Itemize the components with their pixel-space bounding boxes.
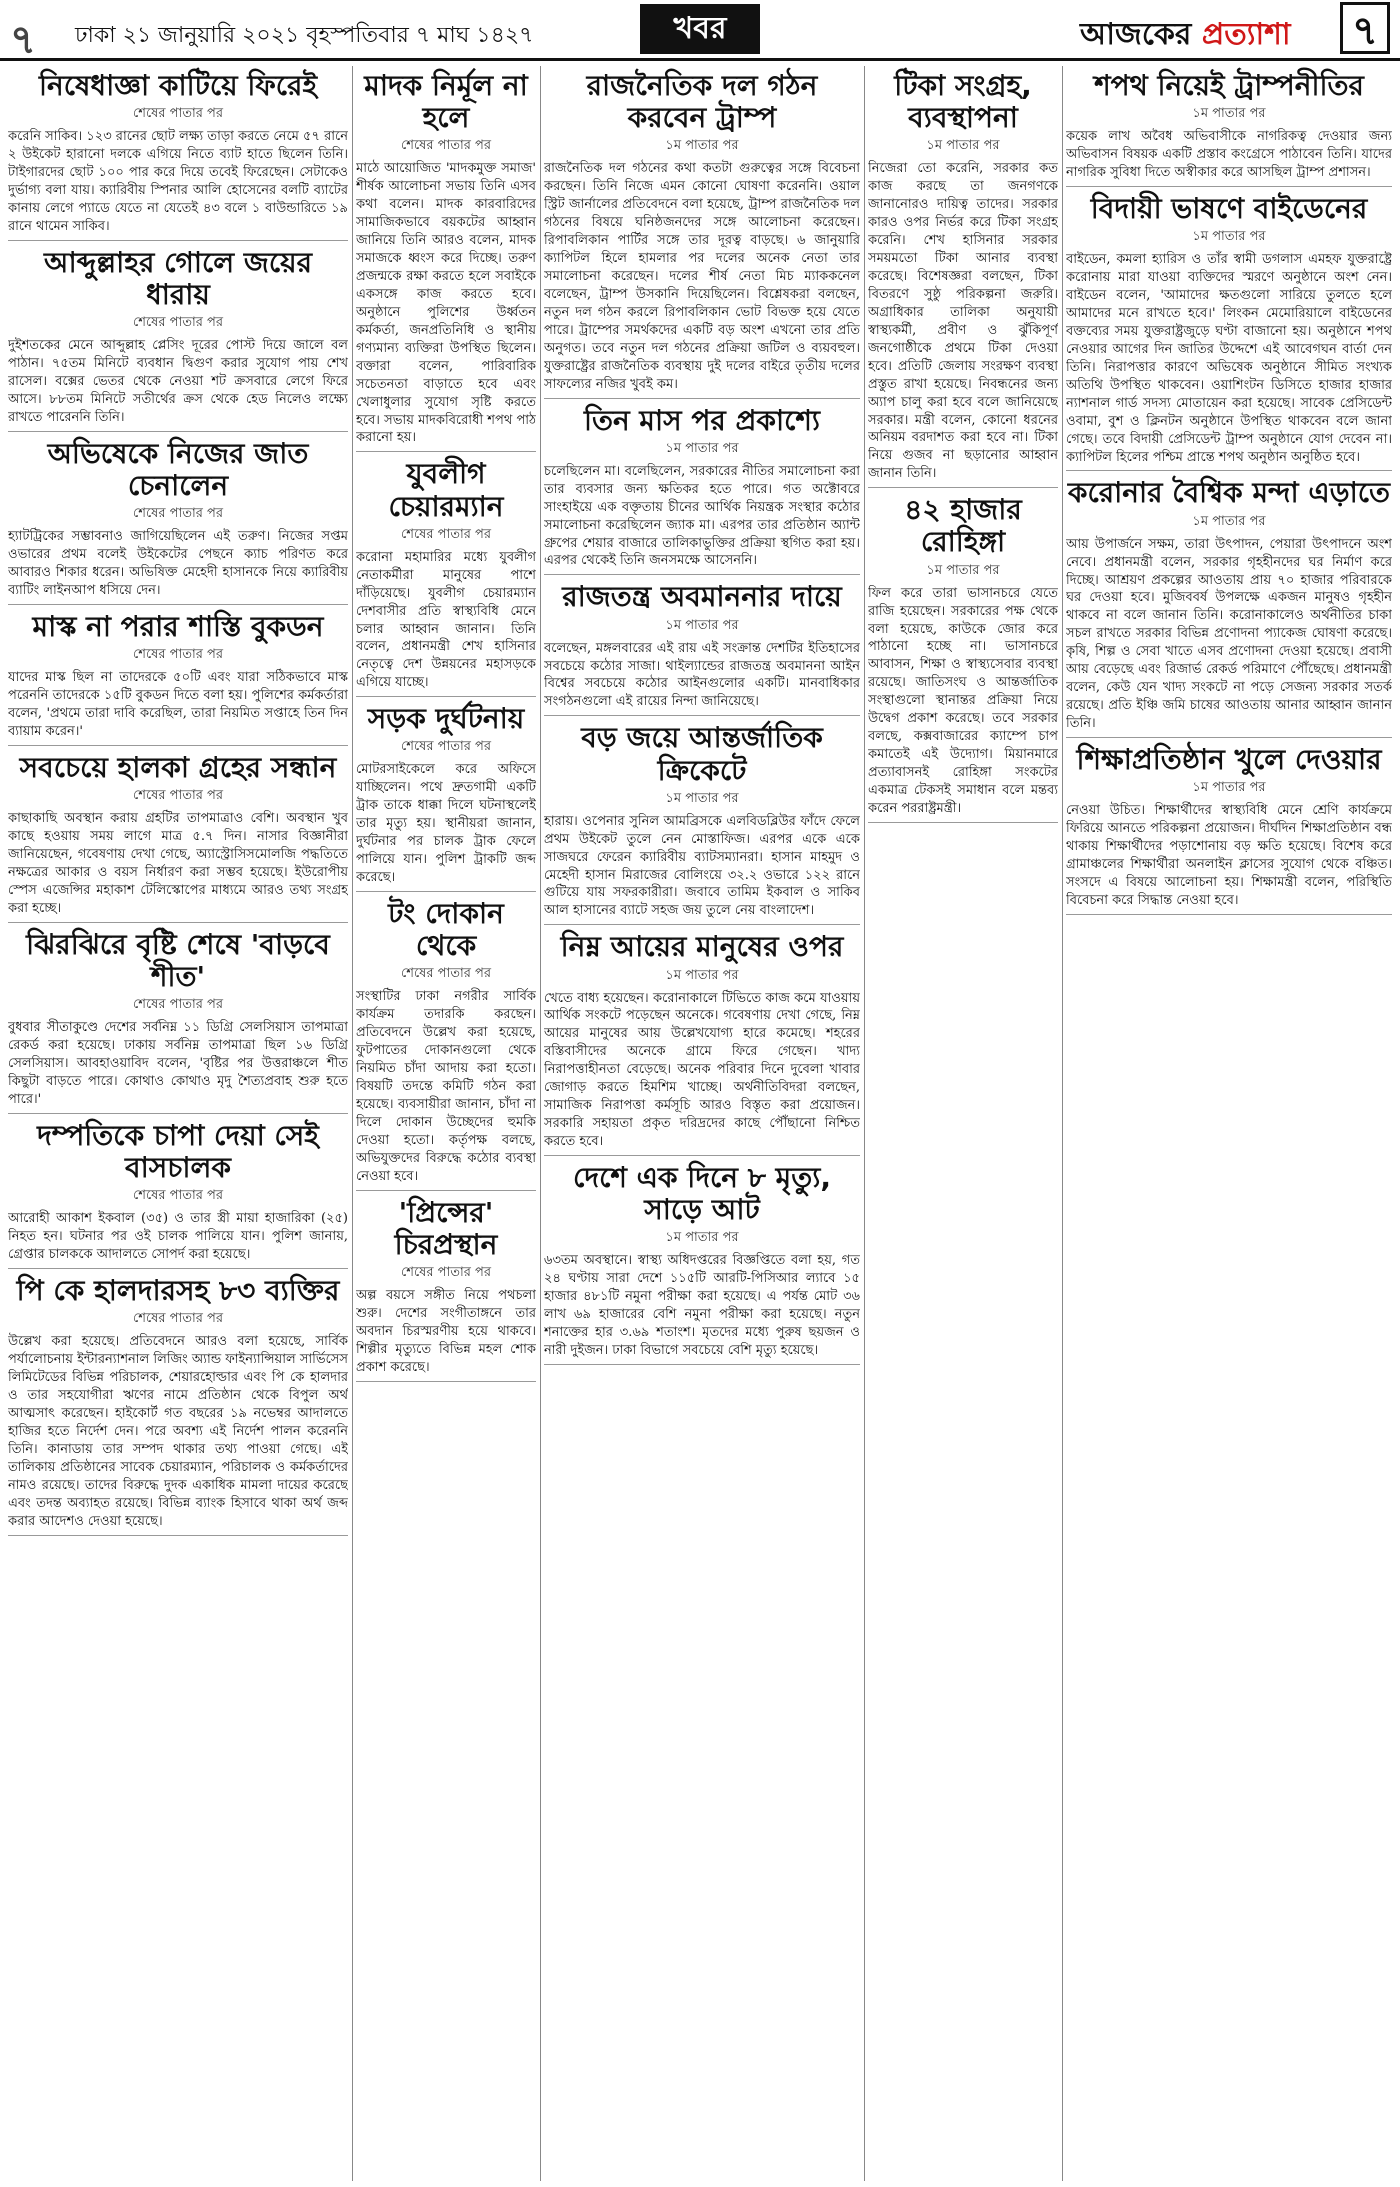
- article-headline: শপথ নিয়েই ট্রাম্পনীতির: [1094, 69, 1364, 102]
- continuation-note: শেষের পাতার পর: [400, 526, 492, 542]
- article: [356, 70, 536, 452]
- article-headline: নিম্ন আয়ের মানুষের ওপর: [560, 930, 844, 964]
- article-headline: মাস্ক না পরার শাস্তি বুকডন: [32, 610, 324, 643]
- column-1: [8, 66, 348, 2181]
- continuation-note: ১ম পাতার পর: [665, 617, 739, 633]
- article-headline: বড় জয়ে আন্তর্জাতিক ক্রিকেটে: [581, 721, 823, 787]
- article: [8, 1275, 348, 1536]
- article-headline: ৪২ হাজার রোহিঙ্গা: [904, 493, 1022, 559]
- article-headline: সড়ক দুর্ঘটনায়: [367, 702, 525, 736]
- article-body: হ্যাটট্রিকের সম্ভাবনাও জাগিয়েছিলেন এই তরুণ। নিজের সপ্তম ওভারের প্রথম বলেই উইকেটের পেছনে ক্যাচ পরিণত করে আবারও শিকার ধরেন। অভিষিক্ত মেহেদী হাসানকে নিয়ে ক্যারিবীয় ব্যাটিং লাইনআপ ধসিয়ে দেন।: [8, 529, 348, 599]
- column-5: [1066, 66, 1392, 2181]
- continuation-note: শেষের পাতার পর: [132, 315, 224, 331]
- page-number-left: ৭: [10, 17, 37, 63]
- article-headline: 'প্রিন্সের' চিরপ্রস্থান: [394, 1195, 498, 1261]
- continuation-note: শেষের পাতার পর: [400, 1265, 492, 1281]
- article-body: যাদের মাস্ক ছিল না তাদেরকে ৫০টি এবং যারা সঠিকভাবে মাস্ক পরেননি তাদেরকে ১৫টি বুকডন দিতে বলা হয়। পুলিশের কর্মকর্তারা বলেন, 'প্রথমে তারা দাবি করেছিল, তারা নিয়মিত সপ্তাহে তিন দিন ব্যায়াম করেন।': [8, 670, 348, 739]
- article-body: নেওয়া উচিত। শিক্ষার্থীদের স্বাস্থ্যবিধি মেনে শ্রেণি কার্যক্রমে ফিরিয়ে আনতে পরিকল্পনা প্রয়োজন। দীর্ঘদিন শিক্ষাপ্রতিষ্ঠান বন্ধ থাকায় শিক্ষার্থীদের পড়াশোনায় বড় ক্ষতি হয়েছে। বিশেষ করে গ্রামাঞ্চলের শিক্ষার্থীরা অনলাইন ক্লাসের সুযোগ থেকে বঞ্চিত। সংসদে এ বিষয়ে আলোচনা হয়। শিক্ষামন্ত্রী বলেন, পরিস্থিতি বিবেচনা করে সিদ্ধান্ত নেওয়া হবে।: [1066, 803, 1392, 908]
- article-headline: অভিষেকে নিজের জাত চেনালেন: [47, 436, 309, 503]
- continuation-note: শেষের পাতার পর: [132, 997, 224, 1013]
- article-body: সংস্থাটির ঢাকা নগরীর সার্বিক কার্যক্রম তদারকি করছেন। প্রতিবেদনে উল্লেখ করা হয়েছে, ফুটপাতের দোকানগুলো থেকে নিয়মিত চাঁদা আদায় করা হতো। বিষয়টি তদন্তে কমিটি গঠন করা হয়েছে। ব্যবসায়ীরা জানান, চাঁদা না দিলে দোকান উচ্ছেদের হুমকি দেওয়া হতো। কর্তৃপক্ষ বলছে, অভিযুক্তদের বিরুদ্ধে কঠোর ব্যবস্থা নেওয়া হবে।: [356, 989, 536, 1184]
- article-headline: দেশে এক দিনে ৮ মৃত্যু, সাড়ে আট: [573, 1160, 831, 1227]
- article-headline: বিদায়ী ভাষণে বাইডেনের: [1090, 192, 1368, 225]
- article-body: হারায়। ওপেনার সুনিল আমব্রিসকে এলবিডব্লিউর ফাঁদে ফেলে প্রথম উইকেট তুলে নেন মোস্তাফিজ। এরপর একে একে সাজঘরে ফেরেন ক্যারিবীয় ব্যাটসম্যানরা। হাসান মাহমুদ ও মেহেদী হাসান মিরাজের বোলিংয়ে ৩২.২ ওভারে ১২২ রানে গুটিয়ে যায় সফরকারীরা। জবাবে তামিম ইকবাল ও সাকিব আল হাসানের ব্যাটে সহজ জয় তুলে নেয় বাংলাদেশ।: [544, 813, 860, 919]
- page-number-right: ৭: [1340, 2, 1390, 54]
- article: [8, 247, 348, 432]
- article: [1066, 744, 1392, 915]
- article: [8, 752, 348, 923]
- continuation-note: ১ম পাতার পর: [926, 138, 1000, 154]
- article: [8, 929, 348, 1114]
- article: [8, 611, 348, 746]
- article-body: খেতে বাধ্য হয়েছেন। করোনাকালে টিভিতে কাজ কমে যাওয়ায় আর্থিক সংকটে পড়েছেন অনেকে। গবেষণায় দেখা গেছে, নিম্ন আয়ের মানুষের আয় উল্লেখযোগ্য হারে কমেছে। শহরের বস্তিবাসীদের অনেকে গ্রামে ফিরে গেছেন। খাদ্য নিরাপত্তাহীনতা বেড়েছে। অনেক পরিবার দিনে দুবেলা খাবার জোগাড় করতে হিমশিম খাচ্ছে। অর্থনীতিবিদরা বলছেন, সামাজিক নিরাপত্তা কর্মসূচি আরও বিস্তৃত করা প্রয়োজন। সরকারি সহায়তা প্রকৃত দরিদ্রদের কাছে পৌঁছানো নিশ্চিত করতে হবে।: [544, 990, 860, 1149]
- article: [544, 405, 860, 576]
- article-headline: রাজতন্ত্র অবমাননার দায়ে: [562, 580, 842, 614]
- continuation-note: শেষের পাতার পর: [132, 506, 224, 522]
- article-headline: করোনার বৈশ্বিক মন্দা এড়াতে: [1067, 476, 1391, 510]
- issue-date: ঢাকা ২১ জানুয়ারি ২০২১ বৃহস্পতিবার ৭ মাঘ ১৪২৭: [75, 23, 534, 48]
- article-headline: আব্দুল্লাহর গোলে জয়ের ধারায়: [43, 245, 313, 311]
- article: [356, 458, 536, 697]
- column-rule: [540, 66, 541, 2181]
- article: [1066, 70, 1392, 187]
- article: [544, 581, 860, 716]
- continuation-note: শেষের পাতার পর: [132, 788, 224, 804]
- article: [356, 898, 536, 1191]
- article-body: করোনা মহামারির মধ্যে যুবলীগ নেতাকর্মীরা মানুষের পাশে দাঁড়িয়েছে। যুবলীগ চেয়ারম্যান দেশবাসীর প্রতি স্বাস্থ্যবিধি মেনে চলার আহ্বান জানান। তিনি বলেন, প্রধানমন্ত্রী শেখ হাসিনার নেতৃত্বে দেশ উন্নয়নের মহাসড়কে এগিয়ে যাচ্ছে।: [356, 549, 536, 691]
- article-headline: টিকা সংগ্রহ, ব্যবস্থাপনা: [894, 69, 1032, 135]
- article: [544, 722, 860, 925]
- column-3: [544, 66, 860, 2181]
- article-headline: দম্পতিকে চাপা দেয়া সেই বাসচালক: [37, 1118, 319, 1184]
- continuation-note: ১ম পাতার পর: [665, 790, 739, 806]
- article-body: অল্প বয়সে সঙ্গীত নিয়ে পথচলা শুরু। দেশের সংগীতাঙ্গনে তার অবদান চিরস্মরণীয় হয়ে থাকবে। শিল্পীর মৃত্যুতে বিভিন্ন মহল শোক প্রকাশ করেছে।: [356, 1288, 536, 1375]
- article-body: রাজনৈতিক দল গঠনের কথা কতটা গুরুত্বের সঙ্গে বিবেচনা করছেন। তিনি নিজে এমন কোনো ঘোষণা করেননি। ওয়াল স্ট্রিট জার্নালের প্রতিবেদনে বলা হয়েছে, ট্রাম্প রাজনৈতিক দল গঠনের বিষয়ে ঘনিষ্ঠজনদের সঙ্গে আলোচনা করেছেন। রিপাবলিকান পার্টির সঙ্গে তার দূরত্ব বাড়ছে। ৬ জানুয়ারি ক্যাপিটল হিলে হামলার পর দলের অনেক নেতা তার সমালোচনা করেছেন। দলের শীর্ষ নেতা মিচ ম্যাককনেল বলেছেন, ট্রাম্প উসকানি দিয়েছিলেন। বিশ্লেষকরা বলছেন, নতুন দল গঠন করলে রিপাবলিকান ভোট বিভক্ত হয়ে যেতে পারে। ট্রাম্পের সমর্থকদের একটি বড় অংশ এখনো তার প্রতি অনুগত। তবে নতুন দল গঠনের প্রক্রিয়া জটিল ও ব্যয়বহুল। যুক্তরাষ্ট্রের রাজনৈতিক ব্যবস্থায় দুই দলের বাইরে তৃতীয় দলের সাফল্যের নজির খুবই কম।: [544, 161, 860, 392]
- article-body: আয় উপার্জনে সক্ষম, তারা উৎপাদন, পেয়ারা উৎপাদনে অংশ নেবে। প্রধানমন্ত্রী বলেন, সরকার গৃহহীনদের ঘর নির্মাণ করে দিচ্ছে। আশ্রয়ণ প্রকল্পের আওতায় প্রায় ৭০ হাজার পরিবারকে ঘর দেওয়া হবে। মুজিববর্ষ উপলক্ষে একজন মানুষও গৃহহীন থাকবে না বলে জানান তিনি। করোনাকালেও অর্থনীতির চাকা সচল রাখতে সরকার বিভিন্ন প্রণোদনা প্যাকেজ ঘোষণা করেছে। কৃষি, শিল্প ও সেবা খাতে এসব প্রণোদনা দেওয়া হয়েছে। প্রবাসী আয় বেড়েছে এবং রিজার্ভ রেকর্ড পরিমাণে পৌঁছেছে। প্রধানমন্ত্রী বলেন, কেউ যেন খাদ্য সংকটে না পড়ে সেজন্য সরকার সতর্ক রয়েছে। প্রতি ইঞ্চি জমি চাষের আওতায় আনার আহ্বান জানান তিনি।: [1066, 536, 1392, 731]
- article-body: বাইডেন, কমলা হ্যারিস ও তাঁর স্বামী ডগলাস এমহফ যুক্তরাষ্ট্রে করোনায় মারা যাওয়া ব্যক্তিদের স্মরণে অনুষ্ঠানে অংশ নেন। বাইডেন বলেন, 'আমাদের ক্ষতগুলো সারিয়ে তুলতে হলে আমাদের মনে রাখতে হবে।' লিংকন মেমোরিয়ালে বাইডেনের বক্তব্যের সময় যুক্তরাষ্ট্রজুড়ে ঘণ্টা বাজানো হয়। অনুষ্ঠানে শপথ নেওয়ার আগের দিন জাতির উদ্দেশে এই আবেগঘন বার্তা দেন তিনি। নিরাপত্তার কারণে অভিষেক অনুষ্ঠানে সীমিত সংখ্যক অতিথি উপস্থিত থাকবেন। ওয়াশিংটন ডিসিতে হাজার হাজার ন্যাশনাল গার্ড সদস্য মোতায়েন করা হয়েছে। সাবেক প্রেসিডেন্ট ওবামা, বুশ ও ক্লিনটন অনুষ্ঠানে উপস্থিত থাকবেন বলে জানা গেছে। তবে বিদায়ী প্রেসিডেন্ট ট্রাম্প অনুষ্ঠানে যোগ দেবেন না। ক্যাপিটল হিলের পশ্চিম প্রান্তে শপথ অনুষ্ঠান অনুষ্ঠিত হবে।: [1066, 252, 1392, 465]
- article-body: চলেছিলেন মা। বলেছিলেন, সরকারের নীতির সমালোচনা করা তার ব্যবসার জন্য ক্ষতিকর হতে পারে। গত অক্টোবরে সাংহাইয়ে এক বক্তৃতায় চীনের আর্থিক নিয়ন্ত্রক সংস্থার কঠোর সমালোচনা করেছিলেন জ্যাক মা। এরপর তার প্রতিষ্ঠান অ্যান্ট গ্রুপের শেয়ার বাজারে তালিকাভুক্তির প্রক্রিয়া স্থগিত করা হয়। এরপর থেকেই তিনি জনসমক্ষে আসেননি।: [544, 463, 860, 569]
- article-headline: শিক্ষাপ্রতিষ্ঠান খুলে দেওয়ার: [1076, 742, 1382, 776]
- article-headline: তিন মাস পর প্রকাশ্যে: [583, 403, 821, 437]
- article-body: বুধবার সীতাকুণ্ডে দেশের সর্বনিম্ন ১১ ডিগ্রি সেলসিয়াস তাপমাত্রা রেকর্ড করা হয়েছে। ঢাকায় সর্বনিম্ন তাপমাত্রা ছিল ১৬ ডিগ্রি সেলসিয়াস। আবহাওয়াবিদ বলেন, 'বৃষ্টির পর উত্তরাঞ্চলে শীত কিছুটা বাড়তে পারে। কোথাও কোথাও মৃদু শৈত্যপ্রবাহ শুরু হতে পারে।': [8, 1020, 348, 1107]
- article: [8, 1120, 348, 1269]
- article-body: উল্লেখ করা হয়েছে। প্রতিবেদনে আরও বলা হয়েছে, সার্বিক পর্যালোচনায় ইন্টারন্যাশনাল লিজিং অ্যান্ড ফাইন্যান্সিয়াল সার্ভিসেস লিমিটেডের বিভিন্ন পরিচালক, শেয়ারহোল্ডার এবং পি কে হালদার ও তার সহযোগীরা ঋণের নামে প্রতিষ্ঠান থেকে বিপুল অর্থ আত্মসাৎ করেছেন। হাইকোর্ট গত বছরের ১৯ নভেম্বর আদালতে হাজির হতে নির্দেশ দেন। পরে অবশ্য এই নির্দেশ পালন করেননি তিনি। কানাডায় তার সম্পদ থাকার তথ্য পাওয়া গেছে। এই তালিকায় প্রতিষ্ঠানের সাবেক চেয়ারম্যান, পরিচালক ও কর্মকর্তাদের নামও রয়েছে। তাদের বিরুদ্ধে দুদক একাধিক মামলা দায়ের করেছে এবং তদন্ত অব্যাহত রয়েছে। বিভিন্ন ব্যাংক হিসাবে থাকা অর্থ জব্দ করার আদেশও দেওয়া হয়েছে।: [8, 1334, 348, 1529]
- continuation-note: ১ম পাতার পর: [665, 138, 739, 154]
- continuation-note: শেষের পাতার পর: [400, 966, 492, 982]
- logo-text-part2: প্রত্যাশা: [1201, 17, 1291, 52]
- article-headline: যুবলীগ চেয়ারম্যান: [388, 457, 504, 523]
- article-headline: সবচেয়ে হালকা গ্রহের সন্ধান: [19, 750, 337, 784]
- article: [544, 70, 860, 399]
- page-header: [0, 0, 1400, 61]
- article-body: করেনি সাকিব। ১২৩ রানের ছোট লক্ষ্য তাড়া করতে নেমে ৫৭ রানে ২ উইকেট হারানো দলকে এগিয়ে নিতে ব্যাট হাতে ছিলেন তিনি। টাইগারদের ছোট ১০০ পার করে দিয়ে তবেই ফিরেছেন। সেটাকেও দুর্ভাগ্য বলা যায়। ক্যারিবীয় স্পিনার আলি হোসেনের বলটি ব্যাটের কানায় লেগে প্যাডে যেতে না যেতেই ৪৩ বলে ১ বাউন্ডারিতে ১৯ রানে থামেন সাকিব।: [8, 129, 348, 234]
- article-headline: টং দোকান থেকে: [388, 897, 504, 963]
- continuation-note: শেষের পাতার পর: [400, 739, 492, 755]
- article-body: নিজেরা তো করেনি, সরকার কত কাজ করছে তা জনগণকে জানানোরও দায়িত্ব তাদের। সরকার কারও ওপর নির্ভর করে টিকা সংগ্রহ করেনি। শেখ হাসিনার সরকার সময়মতো টিকা আনার ব্যবস্থা করেছে। বিশেষজ্ঞরা বলছেন, টিকা বিতরণে সুষ্ঠু পরিকল্পনা জরুরি। অগ্রাধিকার তালিকা অনুযায়ী স্বাস্থ্যকর্মী, প্রবীণ ও ঝুঁকিপূর্ণ জনগোষ্ঠীকে প্রথমে টিকা দেওয়া হবে। প্রতিটি জেলায় সংরক্ষণ ব্যবস্থা প্রস্তুত রাখা হয়েছে। নিবন্ধনের জন্য অ্যাপ চালু করা হবে বলে জানিয়েছে সরকার। মন্ত্রী বলেন, কোনো ধরনের অনিয়ম বরদাশত করা হবে না। টিকা নিয়ে গুজব না ছড়ানোর আহ্বান জানান তিনি।: [868, 161, 1058, 482]
- continuation-note: ১ম পাতার পর: [665, 967, 739, 983]
- article-headline: রাজনৈতিক দল গঠন করবেন ট্রাম্প: [586, 69, 818, 135]
- continuation-note: ১ম পাতার পর: [1192, 106, 1266, 122]
- article-body: আরোহী আকাশ ইকবাল (৩৫) ও তার স্ত্রী মায়া হাজারিকা (২৫) নিহত হন। ঘটনার পর ওই চালক পালিয়ে যান। পুলিশ জানায়, গ্রেপ্তার চালককে আদালতে সোপর্দ করা হয়েছে।: [8, 1211, 348, 1263]
- column-rule: [352, 66, 353, 2181]
- continuation-note: শেষের পাতার পর: [132, 1188, 224, 1204]
- article-headline: নিষেধাজ্ঞা কাটিয়ে ফিরেই: [38, 69, 318, 102]
- column-2: [356, 66, 536, 2181]
- continuation-note: ১ম পাতার পর: [665, 1230, 739, 1246]
- article-body: কয়েক লাখ অবৈধ অভিবাসীকে নাগরিকত্ব দেওয়ার জন্য অভিবাসন বিষয়ক একটি প্রস্তাব কংগ্রেসে পাঠাবেন তিনি। যাদের নাগরিক সুবিধা দিতে অস্বীকার করে আসছিল ট্রাম্প প্রশাসন।: [1066, 129, 1392, 181]
- article-headline: ঝিরঝিরে বৃষ্টি শেষে 'বাড়বে শীত': [26, 927, 330, 993]
- column-rule: [864, 66, 865, 2181]
- article: [8, 70, 348, 241]
- article: [8, 438, 348, 605]
- column-4: [868, 66, 1058, 2181]
- article: [356, 703, 536, 892]
- continuation-note: ১ম পাতার পর: [1192, 513, 1266, 529]
- article-body: মোটরসাইকেলে করে অফিসে যাচ্ছিলেন। পথে দ্রুতগামী একটি ট্রাক তাকে ধাক্কা দিলে ঘটনাস্থলেই তার মৃত্যু হয়। স্থানীয়রা জানান, দুর্ঘটনার পর চালক ট্রাক ফেলে পালিয়ে যান। পুলিশ ট্রাকটি জব্দ করেছে।: [356, 762, 536, 886]
- article: [544, 1162, 860, 1365]
- article-body: ফিল করে তারা ভাসানচরে যেতে রাজি হয়েছেন। সরকারের পক্ষ থেকে বলা হয়েছে, কাউকে জোর করে পাঠানো হচ্ছে না। ভাসানচরে আবাসন, শিক্ষা ও স্বাস্থ্যসেবার ব্যবস্থা রয়েছে। জাতিসংঘ ও আন্তর্জাতিক সংস্থাগুলো স্থানান্তর প্রক্রিয়া নিয়ে উদ্বেগ প্রকাশ করেছে। তবে সরকার বলছে, কক্সবাজারের ক্যাম্পে চাপ কমাতেই এই উদ্যোগ। মিয়ানমারে প্রত্যাবাসনই রোহিঙ্গা সংকটের একমাত্র টেকসই সমাধান বলে মন্তব্য করেন পররাষ্ট্রমন্ত্রী।: [868, 585, 1058, 816]
- column-rule: [1062, 66, 1063, 2181]
- article-body: মাঠে আয়োজিত 'মাদকমুক্ত সমাজ' শীর্ষক আলোচনা সভায় তিনি এসব কথা বলেন। মাদক কারবারিদের সামাজিকভাবে বয়কটের আহ্বান জানিয়ে তিনি আরও বলেন, মাদক সমাজকে ধ্বংস করে দিচ্ছে। তরুণ প্রজন্মকে রক্ষা করতে হলে সবাইকে একসঙ্গে কাজ করতে হবে। অনুষ্ঠানে পুলিশের উর্ধ্বতন কর্মকর্তা, জনপ্রতিনিধি ও স্থানীয় গণ্যমান্য ব্যক্তিরা উপস্থিত ছিলেন। বক্তারা বলেন, পারিবারিক সচেতনতা বাড়াতে হবে এবং খেলাধুলার সুযোগ সৃষ্টি করতে হবে। সভায় মাদকবিরোধী শপথ পাঠ করানো হয়।: [356, 161, 536, 446]
- article-body: বলেছেন, মঙ্গলবারের এই রায় এই সংক্রান্ত দেশটির ইতিহাসের সবচেয়ে কঠোর সাজা। থাইল্যান্ডের রাজতন্ত্র অবমাননা আইন বিশ্বের সবচেয়ে কঠোর আইনগুলোর একটি। মানবাধিকার সংগঠনগুলো এই রায়ের নিন্দা জানিয়েছে।: [544, 640, 860, 710]
- article-body: ৬৩তম অবস্থানে। স্বাস্থ্য অধিদপ্তরের বিজ্ঞপ্তিতে বলা হয়, গত ২৪ ঘণ্টায় সারা দেশে ১১৫টি আরটি-পিসিআর ল্যাবে ১৫ হাজার ৪৮১টি নমুনা পরীক্ষা করা হয়েছে। এ পর্যন্ত মোট ৩৬ লাখ ৬৯ হাজারের বেশি নমুনা পরীক্ষা করা হয়েছে। নতুন শনাক্তের হার ৩.৬৯ শতাংশ। মৃতদের মধ্যে পুরুষ ছয়জন ও নারী দুইজন। ঢাকা বিভাগে সবচেয়ে বেশি মৃত্যু হয়েছে।: [544, 1253, 860, 1358]
- article: [868, 70, 1058, 488]
- continuation-note: ১ম পাতার পর: [926, 562, 1000, 578]
- continuation-note: ১ম পাতার পর: [665, 440, 739, 456]
- logo-text-part1: আজকের: [1080, 17, 1192, 52]
- article: [544, 931, 860, 1156]
- continuation-note: ১ম পাতার পর: [1192, 229, 1266, 245]
- article-headline: মাদক নির্মূল না হলে: [364, 69, 528, 135]
- newspaper-logo: [1080, 10, 1291, 61]
- continuation-note: শেষের পাতার পর: [132, 647, 224, 663]
- article: [1066, 477, 1392, 738]
- article-body: কাছাকাছি অবস্থান করায় গ্রহটির তাপমাত্রাও বেশি। অবস্থান খুব কাছে হওয়ায় সময় লাগে মাত্র ৫.৭ দিন। নাসার বিজ্ঞানীরা জানিয়েছেন, গবেষণায় দেখা গেছে, অ্যাস্ট্রোসিসমোলজি পদ্ধতিতে নক্ষত্রের আকার ও বয়স নির্ধারণ করা সম্ভব হয়েছে। ইউরোপীয় স্পেস এজেন্সির মহাকাশ টেলিস্কোপের মাধ্যমে আরও তথ্য সংগ্রহ করা হচ্ছে।: [8, 811, 348, 916]
- section-title: খবর: [640, 4, 760, 54]
- article-body: দুইশতকের মেনে আব্দুল্লাহ প্লেসিং দূরের পোস্ট দিয়ে জালে বল পাঠান। ৭৫তম মিনিটে ব্যবধান দ্বিগুণ করার সুযোগ পায় শেখ রাসেল। বক্সের ভেতর থেকে নেওয়া শট ক্রসবারে লেগে ফিরে আসে। ৮৮তম মিনিটে সতীর্থের ক্রস থেকে হেড নিলেও লক্ষ্যে রাখতে পারেননি তিনি।: [8, 338, 348, 425]
- continuation-note: শেষের পাতার পর: [132, 1311, 224, 1327]
- article: [356, 1197, 536, 1382]
- continuation-note: ১ম পাতার পর: [1192, 780, 1266, 796]
- article: [868, 494, 1058, 823]
- continuation-note: শেষের পাতার পর: [132, 106, 224, 122]
- continuation-note: শেষের পাতার পর: [400, 138, 492, 154]
- article-headline: পি কে হালদারসহ ৮৩ ব্যক্তির: [16, 1274, 340, 1307]
- article: [1066, 193, 1392, 471]
